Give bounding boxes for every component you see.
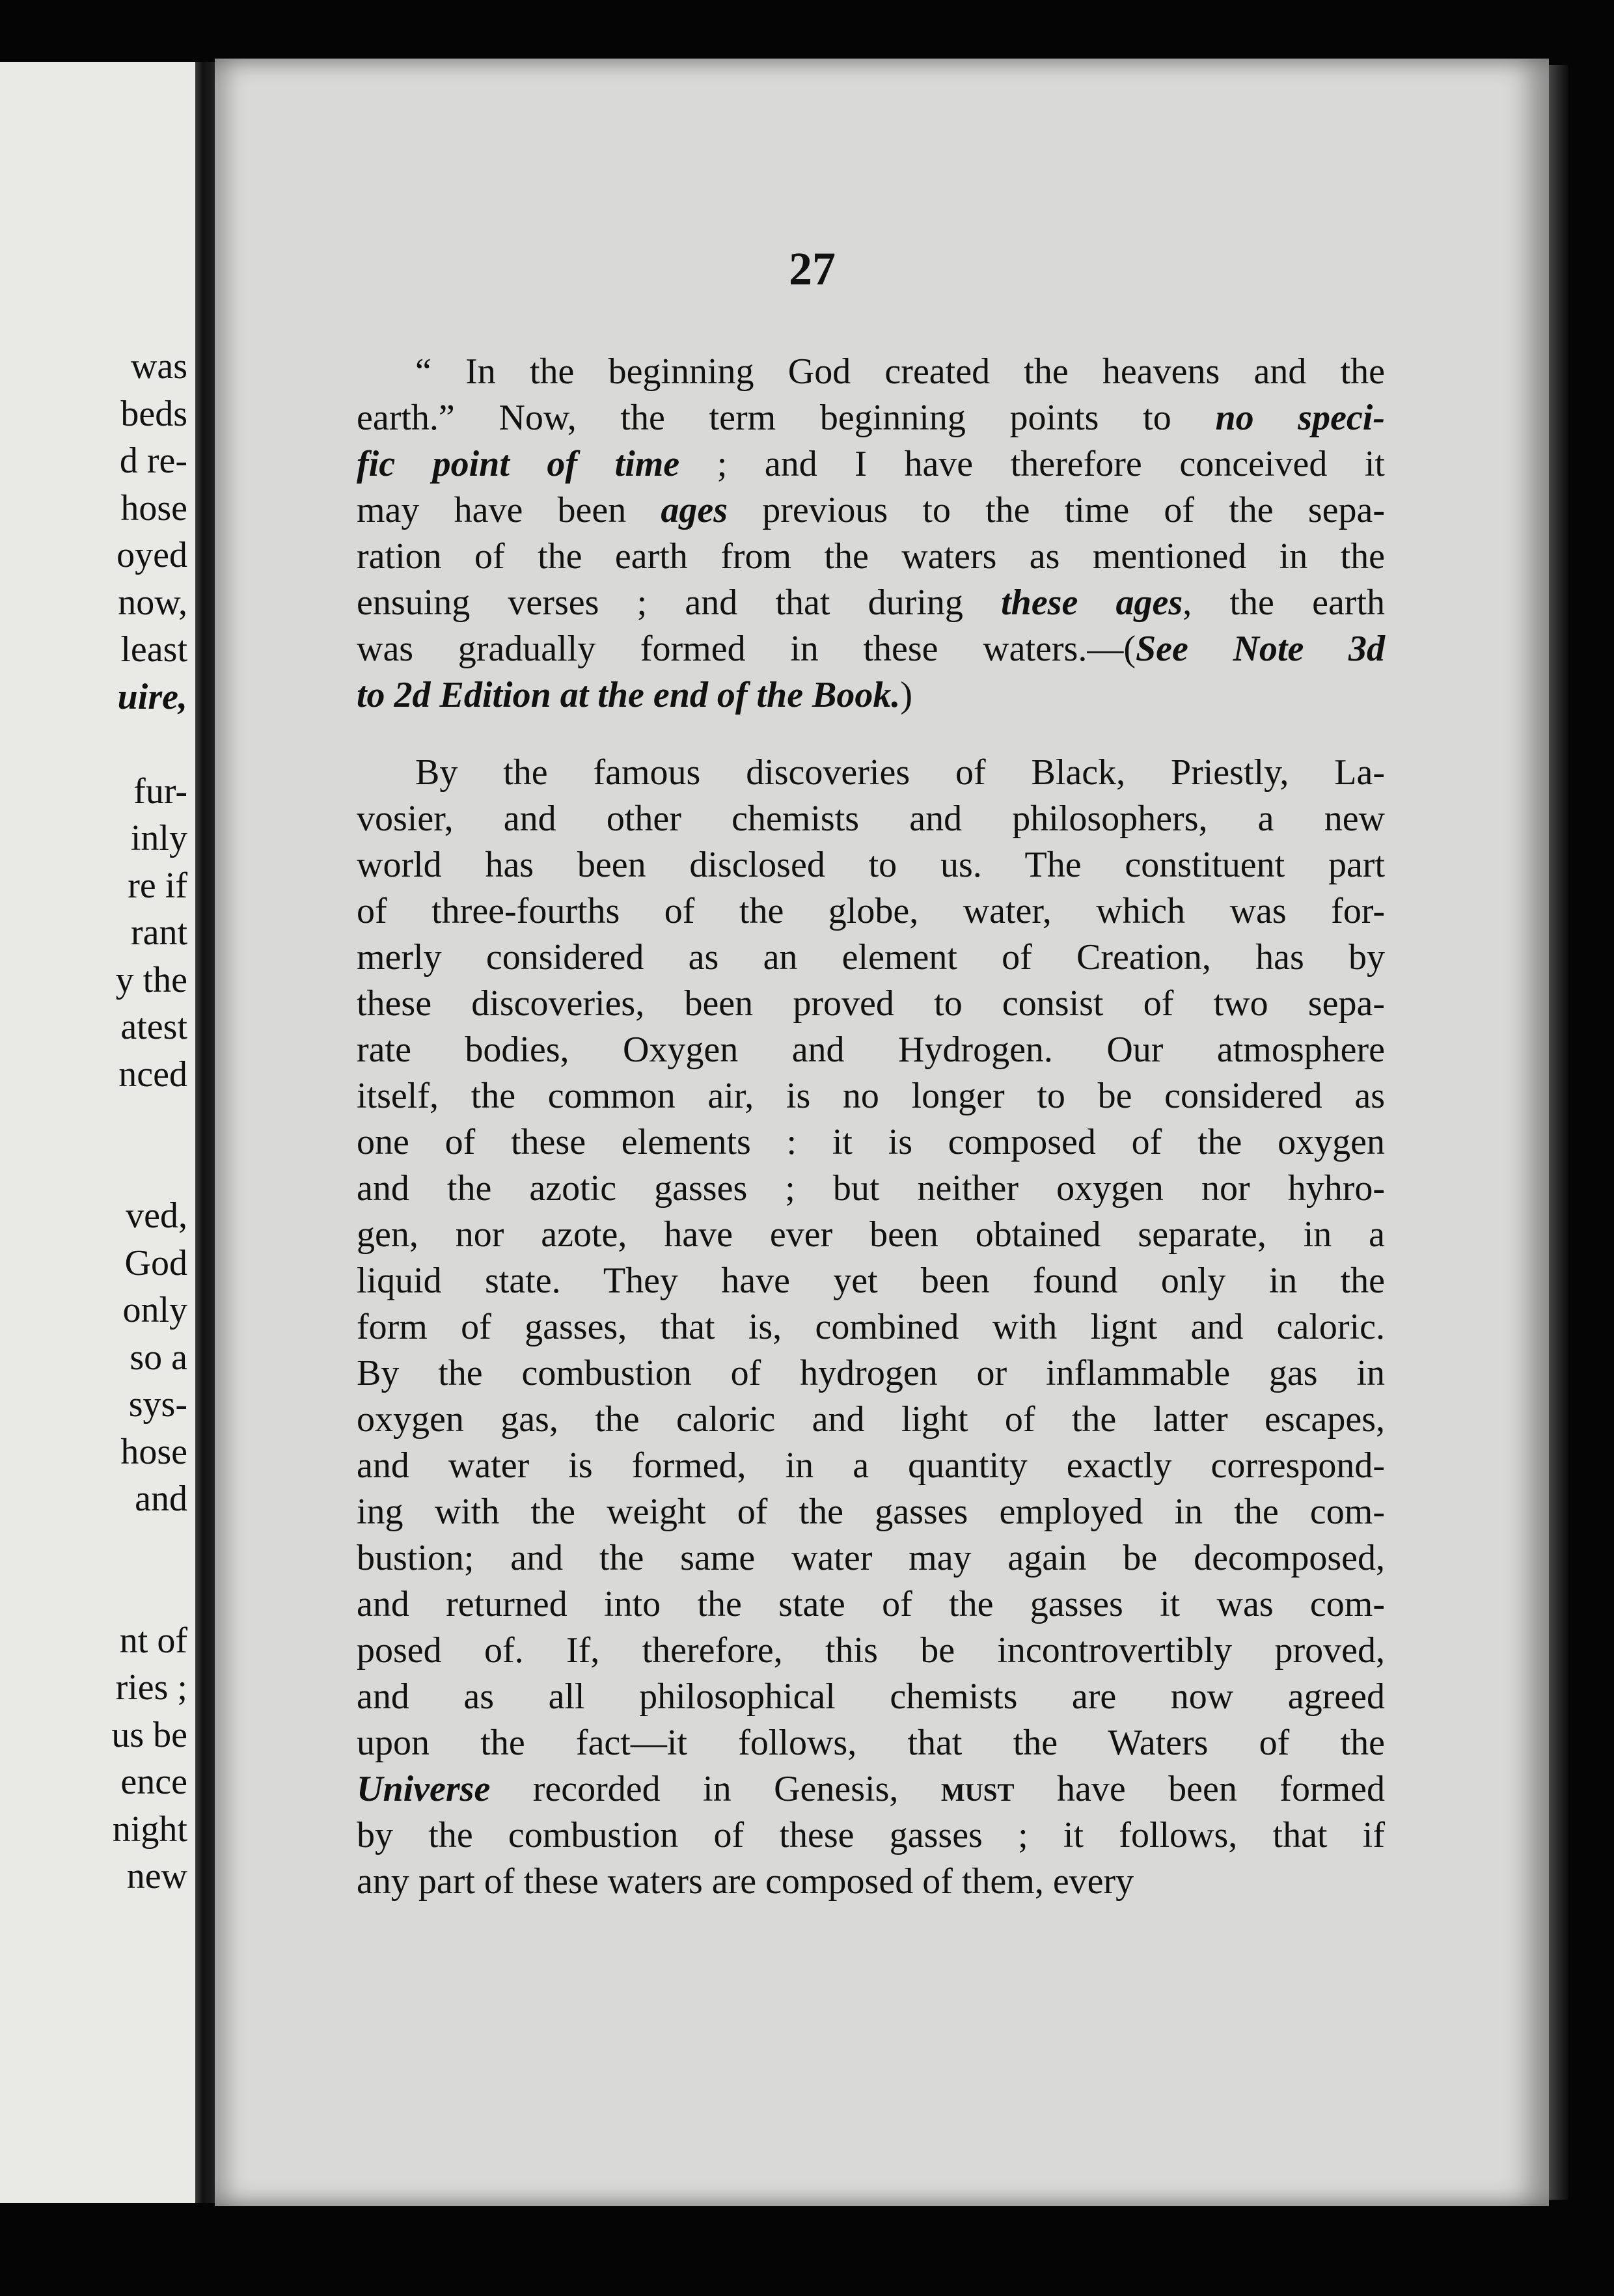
left-fragment-line: and [135, 1479, 187, 1519]
left-fragment-line: sys- [128, 1384, 187, 1425]
emphasized-text: See Note 3d [1135, 629, 1386, 669]
small-caps-text: must [940, 1769, 1015, 1809]
left-fragment-line: uire, [117, 676, 187, 717]
text-line [357, 1212, 1385, 1258]
text-run: upon the fact—it follows, that the Waters of the [357, 1723, 1385, 1763]
text-run: ing with the weight of the gasses employed in the com- [357, 1492, 1385, 1532]
left-fragment-line: atest [120, 1007, 187, 1047]
left-fragment-line [111, 1098, 187, 1145]
text-line [357, 1535, 1385, 1581]
text-run: have been formed [1014, 1769, 1386, 1809]
text-run: and returned into the state of the gasses it was com- [357, 1584, 1385, 1624]
text-line [357, 888, 1385, 935]
text-line [357, 1720, 1385, 1766]
text-line [357, 842, 1385, 888]
left-fragment-line: least [120, 629, 187, 670]
left-fragment-line: y the [115, 959, 187, 1000]
left-fragment-line [111, 1570, 187, 1617]
left-fragment-line: was [130, 346, 187, 387]
text-run: “ In the beginning God created the heavens and the [415, 351, 1385, 392]
emphasized-text: these ages [1001, 582, 1183, 623]
text-line [357, 1489, 1385, 1535]
text-run: bustion; and the same water may again be decomposed, [357, 1538, 1385, 1578]
left-fragment-line: hose [120, 1431, 187, 1472]
text-run: one of these elements : it is composed of the oxygen [357, 1122, 1385, 1162]
text-run: was gradually formed in these waters.—( [357, 629, 1136, 669]
text-line [357, 1258, 1385, 1304]
emphasized-text: fic point of time [357, 444, 680, 484]
text-run: ensuing verses ; and that during [357, 582, 1002, 623]
left-fragment-line: oyed [116, 535, 187, 575]
text-line [357, 1304, 1385, 1350]
left-fragment-line: rant [130, 912, 187, 953]
left-fragment-line: ved, [126, 1196, 187, 1236]
right-page-edge [1549, 65, 1568, 2200]
text-run: ; and I have therefore conceived it [679, 444, 1385, 484]
text-run: recorded in Genesis, [490, 1769, 941, 1809]
text-line [357, 534, 1385, 580]
text-run: and water is formed, in a quantity exactly correspond- [357, 1445, 1385, 1486]
left-fragment-line: fur- [133, 771, 187, 812]
text-line [357, 1166, 1385, 1212]
text-line [357, 487, 1385, 534]
text-line [357, 796, 1385, 842]
left-fragment-line [111, 1523, 187, 1570]
text-line [357, 1073, 1385, 1119]
text-run: gen, nor azote, have ever been obtained separate, in a [357, 1214, 1385, 1255]
left-fragment-line: new [126, 1856, 187, 1896]
book-gutter [195, 62, 215, 2203]
body-text [357, 349, 1385, 1905]
text-run: posed of. If, therefore, this be incontrovertibly proved, [357, 1630, 1385, 1671]
text-run: previous to the time of the sepa- [728, 490, 1385, 530]
text-run: these discoveries, been proved to consist of two sepa- [357, 983, 1385, 1024]
left-fragment-line: ries ; [115, 1667, 187, 1708]
text-run: rate bodies, Oxygen and Hydrogen. Our atmosphere [357, 1030, 1385, 1070]
text-line [357, 935, 1385, 981]
text-run: may have been [357, 490, 661, 530]
left-fragment-line [111, 1145, 187, 1193]
left-fragment-line: d re- [119, 441, 187, 481]
text-line [357, 750, 1385, 796]
text-run: earth.” Now, the term beginning points to [357, 398, 1216, 438]
text-run: of three-fourths of the globe, water, which was for- [357, 891, 1385, 931]
text-run: merly considered as an element of Creation, has by [357, 937, 1385, 977]
left-fragment-line: now, [118, 582, 187, 623]
emphasized-text: Universe [357, 1769, 491, 1809]
text-run: ) [900, 675, 913, 715]
emphasized-text: ages [661, 490, 728, 530]
text-run: , the earth [1183, 582, 1386, 623]
text-line [357, 580, 1385, 626]
left-page-edge [0, 62, 195, 2203]
text-run: any part of these waters are composed of them, every [357, 1861, 1134, 1902]
text-run: by the combustion of these gasses ; it follows, that if [357, 1815, 1385, 1855]
emphasized-text: to 2d Edition at the end of the Book. [357, 675, 901, 715]
left-fragment-line: only [122, 1290, 187, 1330]
text-run: By the combustion of hydrogen or inflammable gas in [357, 1353, 1385, 1393]
text-line [357, 981, 1385, 1027]
text-run: liquid state. They have yet been found only in the [357, 1261, 1385, 1301]
text-line [357, 1766, 1385, 1812]
left-fragment-line: re if [128, 865, 187, 906]
text-run: By the famous discoveries of Black, Priestly, La- [415, 752, 1385, 793]
left-fragment-line: nt of [119, 1620, 187, 1661]
text-line [357, 1581, 1385, 1628]
text-line [357, 441, 1385, 487]
text-line [357, 1859, 1385, 1905]
page-number: 27 [789, 243, 836, 295]
text-line [357, 626, 1385, 672]
left-fragment-line: night [112, 1809, 187, 1850]
text-line [357, 1443, 1385, 1489]
text-run: ration of the earth from the waters as mentioned in the [357, 536, 1385, 577]
text-line [357, 1350, 1385, 1397]
text-line [357, 1674, 1385, 1720]
left-fragment-line: hose [120, 487, 187, 528]
left-fragment-line: God [124, 1242, 187, 1283]
text-line [357, 349, 1385, 395]
paragraph-chemistry [357, 750, 1385, 1905]
text-run: and as all philosophical chemists are now agreed [357, 1676, 1385, 1717]
paragraph-genesis-quote [357, 349, 1385, 718]
left-fragment-line: inly [130, 818, 187, 858]
text-line [357, 1119, 1385, 1166]
text-run: world has been disclosed to us. The constituent part [357, 845, 1385, 885]
text-line [357, 395, 1385, 441]
text-line [357, 1027, 1385, 1073]
emphasized-text: no speci- [1215, 398, 1385, 438]
left-fragment-line: ence [120, 1762, 187, 1802]
text-run: oxygen gas, the caloric and light of the latter escapes, [357, 1399, 1385, 1440]
left-fragment-line: beds [120, 393, 187, 434]
left-fragment-line: us be [111, 1714, 187, 1755]
text-line [357, 672, 1385, 718]
text-run: and the azotic gasses ; but neither oxygen nor hyhro- [357, 1168, 1385, 1209]
left-fragment-line: so a [130, 1337, 187, 1378]
text-line [357, 1397, 1385, 1443]
text-line [357, 1812, 1385, 1859]
left-fragment-line [111, 720, 187, 768]
text-line [357, 1628, 1385, 1674]
text-run: form of gasses, that is, combined with lignt and caloric. [357, 1307, 1385, 1347]
text-run: itself, the common air, is no longer to be considered as [357, 1076, 1385, 1116]
left-page-fragments [111, 343, 187, 1900]
left-fragment-line: nced [118, 1054, 187, 1095]
text-run: vosier, and other chemists and philosophers, a new [357, 799, 1385, 839]
